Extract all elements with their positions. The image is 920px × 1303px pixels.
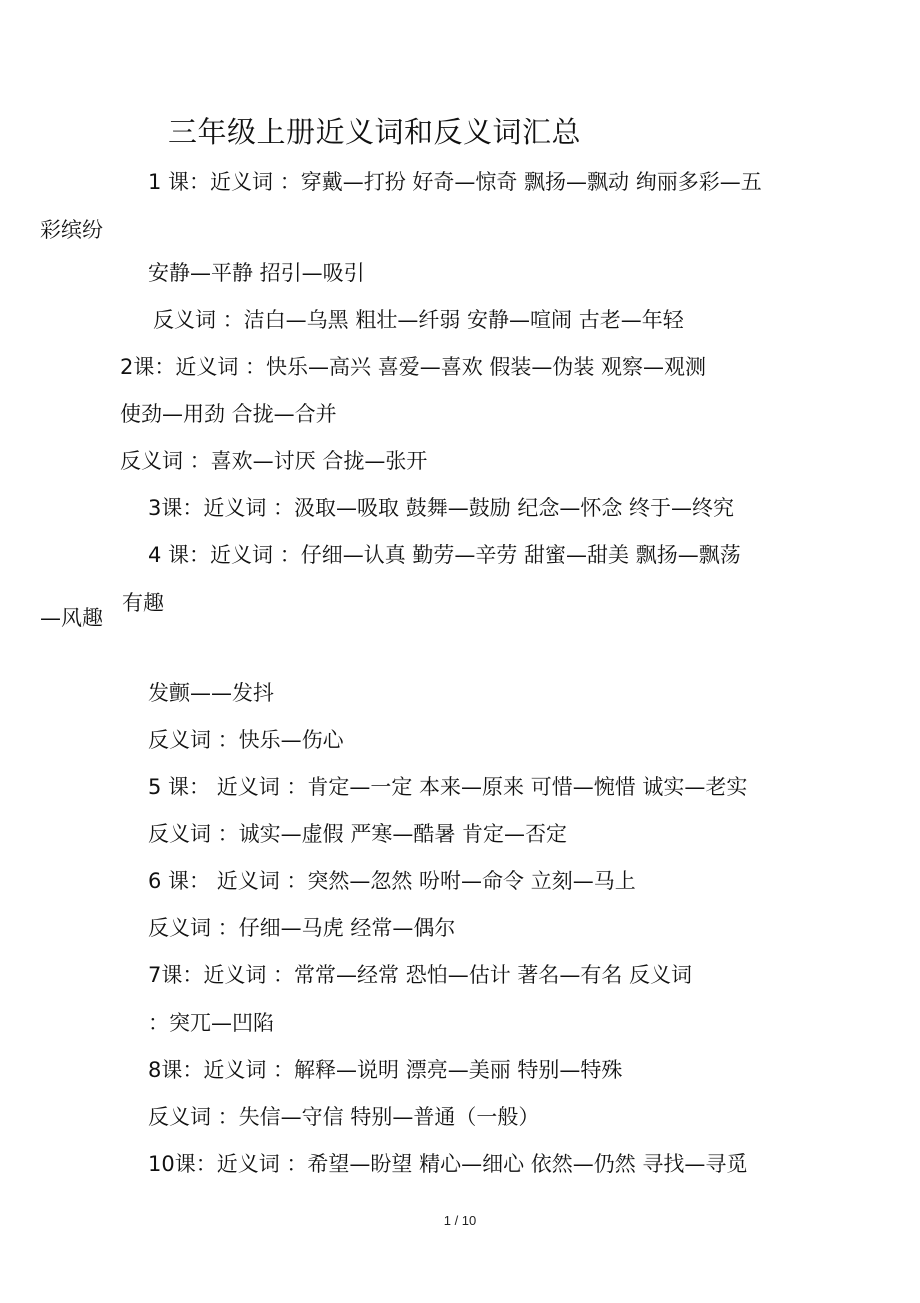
lesson-1-synonyms-line: 1 课：近义词 ：穿戴—打扮 好奇—惊奇 飘扬—飘动 绚丽多彩—五: [148, 170, 762, 194]
lesson-3-synonyms-line: 3课：近义词 ：汲取—吸取 鼓舞—鼓励 纪念—怀念 终于—终究: [148, 496, 735, 520]
lesson-2-synonyms-line-2: 使劲—用劲 合拢—合并: [120, 402, 337, 426]
lesson-7-synonyms-line: 7课：近义词 ：常常—经常 恐怕—估计 著名—有名 反义词: [148, 963, 693, 987]
lesson-4-synonyms-continued: 有趣: [122, 591, 164, 615]
lesson-1-synonyms-continued: 彩缤纷: [40, 218, 103, 242]
lesson-4-synonyms-line: 4 课：近义词 ：仔细—认真 勤劳—辛劳 甜蜜—甜美 飘扬—飘荡: [148, 543, 741, 567]
lesson-4-synonyms-line-2: 发颤——发抖: [148, 681, 274, 705]
lesson-2-antonyms-line: 反义词 ：喜欢—讨厌 合拢—张开: [120, 449, 428, 473]
lesson-7-antonyms-line: ：突兀—凹陷: [148, 1011, 274, 1035]
lesson-10-synonyms-line: 10课：近义词 ：希望—盼望 精心—细心 依然—仍然 寻找—寻觅: [148, 1152, 748, 1176]
lesson-2-synonyms-line: 2课：近义词 ：快乐—高兴 喜爱—喜欢 假装—伪装 观察—观测: [120, 355, 707, 379]
page-title: 三年级上册近义词和反义词汇总: [168, 115, 582, 149]
lesson-5-synonyms-line: 5 课： 近义词 ：肯定—一定 本来—原来 可惜—惋惜 诚实—老实: [148, 775, 748, 799]
lesson-4-antonyms-line: 反义词 ：快乐—伤心: [148, 728, 344, 752]
lesson-1-synonyms-line-2: 安静—平静 招引—吸引: [148, 261, 365, 285]
lesson-1-antonyms-line: 反义词 ：洁白—乌黑 粗壮—纤弱 安静—喧闹 古老—年轻: [153, 308, 684, 332]
lesson-6-synonyms-line: 6 课： 近义词 ：突然—忽然 吩咐—命令 立刻—马上: [148, 869, 636, 893]
lesson-8-antonyms-line: 反义词 ：失信—守信 特别—普通（一般）: [148, 1105, 540, 1129]
lesson-8-synonyms-line: 8课：近义词 ：解释—说明 漂亮—美丽 特别—特殊: [148, 1058, 623, 1082]
lesson-5-antonyms-line: 反义词 ：诚实—虚假 严寒—酷暑 肯定—否定: [148, 822, 568, 846]
lesson-6-antonyms-line: 反义词 ：仔细—马虎 经常—偶尔: [148, 916, 456, 940]
page-number: 1 / 10: [443, 1213, 477, 1228]
lesson-4-synonyms-continued-2: —风趣: [40, 606, 103, 630]
